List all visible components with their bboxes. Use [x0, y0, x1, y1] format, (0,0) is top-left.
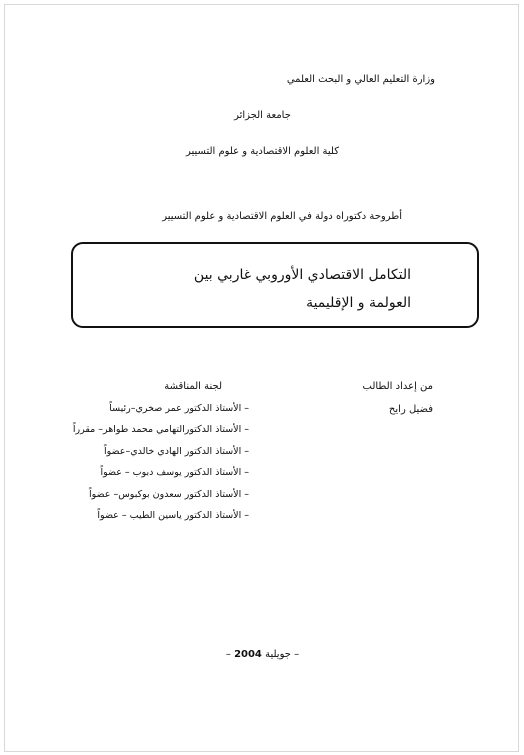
committee-member: – الأستاذ الدكتور عمر صخري–رئيساً: [109, 403, 249, 414]
prepared-by-label: من إعداد الطالب: [362, 381, 433, 392]
date-month: جويلية: [265, 649, 291, 660]
date-line: [5, 648, 520, 662]
date-dash-left: –: [225, 649, 231, 660]
thesis-type: أطروحة دكتوراه دولة في العلوم الاقتصادية و علوم التسيير: [162, 211, 402, 222]
committee-member: – الأستاذ الدكتور سعدون بوكبوس– عضواً: [88, 488, 249, 500]
committee-member: – الأستاذ الدكتور الهادي خالدي–عضواً: [103, 445, 249, 457]
document-page: [4, 4, 519, 752]
thesis-title-line-1: التكامل الاقتصادي الأوروبي غاربي بين: [193, 267, 411, 283]
committee-members-list: [5, 402, 249, 530]
faculty-name: كلية العلوم الاقتصادية و علوم التسيير: [185, 146, 340, 157]
committee-member: – الأستاذ الدكتور ياسين الطيب – عضواً: [97, 509, 249, 521]
university-name: جامعة الجزائر: [234, 110, 291, 121]
ministry-name: وزارة التعليم العالي و البحث العلمي: [286, 74, 435, 85]
thesis-title-line-2: العولمة و الإقليمية: [306, 295, 411, 311]
committee-label: لجنة المناقشة: [164, 381, 222, 392]
committee-member: – الأستاذ الدكتورالتهامي محمد طواهر– مقرراً: [72, 424, 249, 436]
thesis-title-box: [71, 242, 479, 328]
date-dash-right: –: [294, 649, 300, 660]
date-year: 2004: [234, 649, 262, 660]
student-name: فضيل رايح: [388, 404, 433, 415]
committee-member: – الأستاذ الدكتور يوسف دبوب – عضواً: [100, 467, 249, 479]
